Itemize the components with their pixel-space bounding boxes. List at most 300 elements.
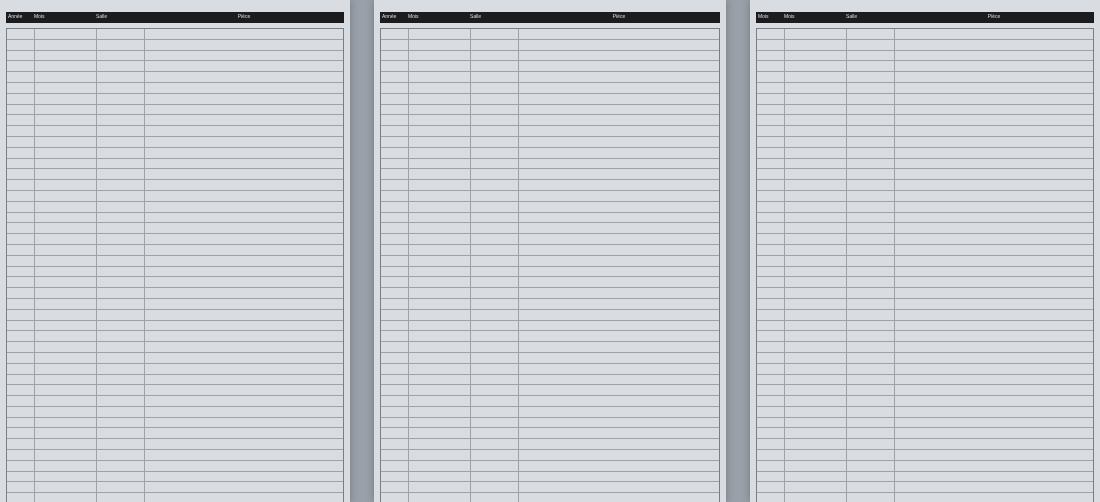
table-header <box>380 12 720 23</box>
cell-room <box>847 407 895 417</box>
cell-play <box>895 105 1093 115</box>
table-row <box>7 310 343 321</box>
cell-month <box>35 267 97 277</box>
cell-play <box>145 310 343 320</box>
cell-play <box>145 267 343 277</box>
cell-play <box>145 40 343 50</box>
cell-month <box>409 267 471 277</box>
cell-play <box>519 310 719 320</box>
table-row <box>7 223 343 234</box>
cell-play <box>145 353 343 363</box>
cell-play <box>895 202 1093 212</box>
cell-year <box>757 472 785 482</box>
cell-play <box>145 428 343 438</box>
cell-play <box>519 61 719 71</box>
cell-month <box>409 137 471 147</box>
cell-room <box>97 310 145 320</box>
table-row <box>7 40 343 51</box>
table-row <box>7 331 343 342</box>
table-row <box>757 396 1093 407</box>
table-row <box>7 61 343 72</box>
cell-play <box>519 493 719 502</box>
cell-month <box>35 428 97 438</box>
cell-play <box>519 267 719 277</box>
cell-month <box>409 72 471 82</box>
cell-year <box>381 51 409 61</box>
cell-play <box>145 29 343 39</box>
cell-year <box>381 180 409 190</box>
cell-room <box>847 51 895 61</box>
cell-play <box>145 299 343 309</box>
cell-month <box>785 353 847 363</box>
cell-month <box>785 428 847 438</box>
cell-play <box>519 482 719 492</box>
table-row <box>381 245 719 256</box>
cell-month <box>785 256 847 266</box>
table-row <box>381 148 719 159</box>
cell-play <box>895 353 1093 363</box>
cell-play <box>519 72 719 82</box>
cell-play <box>519 277 719 287</box>
cell-play <box>145 277 343 287</box>
table-row <box>757 277 1093 288</box>
cell-play <box>519 29 719 39</box>
cell-year <box>7 396 35 406</box>
cell-year <box>757 83 785 93</box>
table-row <box>381 115 719 126</box>
table-row <box>381 191 719 202</box>
cell-month <box>35 191 97 201</box>
cell-room <box>97 439 145 449</box>
cell-room <box>471 396 519 406</box>
table-row <box>7 299 343 310</box>
cell-room <box>471 169 519 179</box>
cell-month <box>35 148 97 158</box>
cell-room <box>471 461 519 471</box>
cell-play <box>519 321 719 331</box>
cell-month <box>409 407 471 417</box>
cell-month <box>35 83 97 93</box>
cell-play <box>895 245 1093 255</box>
cell-year <box>381 40 409 50</box>
cell-year <box>7 267 35 277</box>
cell-month <box>409 126 471 136</box>
table-row <box>381 223 719 234</box>
cell-room <box>847 299 895 309</box>
cell-room <box>97 288 145 298</box>
cell-year <box>757 375 785 385</box>
cell-year <box>7 407 35 417</box>
table-row <box>757 299 1093 310</box>
cell-month <box>409 439 471 449</box>
cell-play <box>895 428 1093 438</box>
cell-room <box>847 148 895 158</box>
cell-year <box>7 202 35 212</box>
table-row <box>7 396 343 407</box>
table-row <box>757 407 1093 418</box>
cell-month <box>785 180 847 190</box>
cell-year <box>381 375 409 385</box>
cell-room <box>471 72 519 82</box>
cell-year <box>381 472 409 482</box>
cell-room <box>847 375 895 385</box>
cell-room <box>97 223 145 233</box>
table-sheet-2 <box>374 0 726 502</box>
table-row <box>757 418 1093 429</box>
cell-month <box>409 234 471 244</box>
cell-play <box>145 321 343 331</box>
cell-play <box>895 213 1093 223</box>
cell-play <box>519 51 719 61</box>
cell-month <box>785 342 847 352</box>
table-row <box>381 159 719 170</box>
cell-room <box>847 482 895 492</box>
cell-year <box>381 191 409 201</box>
cell-play <box>519 213 719 223</box>
cell-play <box>145 234 343 244</box>
cell-month <box>409 180 471 190</box>
cell-year <box>7 472 35 482</box>
cell-play <box>519 288 719 298</box>
cell-month <box>35 364 97 374</box>
cell-play <box>519 461 719 471</box>
cell-play <box>895 439 1093 449</box>
table-row <box>381 450 719 461</box>
cell-month <box>35 137 97 147</box>
cell-room <box>847 321 895 331</box>
cell-month <box>785 148 847 158</box>
table-row <box>381 375 719 386</box>
table-row <box>7 418 343 429</box>
column-header-piece: Pièce <box>612 14 626 20</box>
cell-play <box>145 72 343 82</box>
cell-room <box>97 169 145 179</box>
cell-play <box>895 180 1093 190</box>
cell-room <box>471 137 519 147</box>
table-row <box>381 428 719 439</box>
cell-year <box>757 40 785 50</box>
table-row <box>7 29 343 40</box>
cell-play <box>895 234 1093 244</box>
cell-month <box>785 482 847 492</box>
cell-month <box>35 353 97 363</box>
cell-month <box>409 321 471 331</box>
table-row <box>381 342 719 353</box>
cell-year <box>7 191 35 201</box>
cell-year <box>757 223 785 233</box>
cell-room <box>471 310 519 320</box>
cell-year <box>757 482 785 492</box>
table-row <box>381 277 719 288</box>
table-row <box>381 407 719 418</box>
cell-year <box>381 159 409 169</box>
table-row <box>757 169 1093 180</box>
cell-year <box>381 137 409 147</box>
table-row <box>757 331 1093 342</box>
cell-play <box>145 51 343 61</box>
cell-month <box>35 51 97 61</box>
cell-play <box>145 115 343 125</box>
cell-room <box>847 461 895 471</box>
cell-year <box>7 105 35 115</box>
cell-play <box>895 169 1093 179</box>
table-row <box>757 375 1093 386</box>
cell-play <box>895 83 1093 93</box>
cell-play <box>895 115 1093 125</box>
cell-room <box>97 277 145 287</box>
cell-year <box>7 321 35 331</box>
cell-year <box>757 51 785 61</box>
data-table <box>6 28 344 502</box>
table-header <box>756 12 1094 23</box>
cell-room <box>471 105 519 115</box>
cell-month <box>785 202 847 212</box>
cell-room <box>847 472 895 482</box>
table-row <box>7 342 343 353</box>
cell-year <box>757 353 785 363</box>
cell-year <box>757 61 785 71</box>
cell-month <box>785 364 847 374</box>
table-row <box>7 148 343 159</box>
cell-month <box>785 267 847 277</box>
cell-year <box>381 299 409 309</box>
cell-year <box>381 288 409 298</box>
cell-month <box>409 40 471 50</box>
cell-month <box>785 169 847 179</box>
cell-year <box>381 364 409 374</box>
table-row <box>757 385 1093 396</box>
cell-year <box>757 364 785 374</box>
cell-room <box>847 126 895 136</box>
cell-play <box>145 245 343 255</box>
column-header-salle: Salle <box>96 14 108 20</box>
cell-room <box>471 439 519 449</box>
cell-month <box>35 223 97 233</box>
cell-year <box>381 418 409 428</box>
cell-month <box>409 428 471 438</box>
cell-room <box>847 234 895 244</box>
cell-year <box>7 385 35 395</box>
cell-room <box>97 418 145 428</box>
cell-room <box>471 375 519 385</box>
cell-room <box>97 191 145 201</box>
cell-play <box>145 450 343 460</box>
table-row <box>757 472 1093 483</box>
table-row <box>7 72 343 83</box>
cell-room <box>471 180 519 190</box>
table-row <box>7 364 343 375</box>
cell-play <box>519 169 719 179</box>
cell-play <box>895 40 1093 50</box>
cell-month <box>35 321 97 331</box>
cell-play <box>145 61 343 71</box>
cell-play <box>145 482 343 492</box>
cell-year <box>757 428 785 438</box>
table-row <box>7 385 343 396</box>
cell-room <box>97 29 145 39</box>
cell-room <box>471 256 519 266</box>
table-row <box>757 126 1093 137</box>
cell-month <box>35 234 97 244</box>
cell-room <box>97 396 145 406</box>
table-row <box>7 461 343 472</box>
cell-play <box>145 472 343 482</box>
cell-month <box>409 375 471 385</box>
table-row <box>757 493 1093 502</box>
table-row <box>7 407 343 418</box>
cell-room <box>471 94 519 104</box>
cell-year <box>7 482 35 492</box>
cell-year <box>757 180 785 190</box>
cell-month <box>35 29 97 39</box>
cell-room <box>471 277 519 287</box>
cell-month <box>409 310 471 320</box>
table-row <box>381 331 719 342</box>
cell-room <box>471 342 519 352</box>
table-row <box>381 353 719 364</box>
table-row <box>7 482 343 493</box>
table-row <box>381 256 719 267</box>
cell-play <box>519 418 719 428</box>
cell-year <box>7 450 35 460</box>
cell-room <box>847 180 895 190</box>
cell-room <box>471 29 519 39</box>
cell-room <box>471 331 519 341</box>
cell-month <box>35 94 97 104</box>
table-row <box>381 94 719 105</box>
table-row <box>757 364 1093 375</box>
cell-month <box>35 169 97 179</box>
cell-play <box>519 450 719 460</box>
cell-play <box>519 223 719 233</box>
table-row <box>757 288 1093 299</box>
table-row <box>757 40 1093 51</box>
cell-year <box>381 482 409 492</box>
cell-year <box>381 396 409 406</box>
cell-play <box>145 159 343 169</box>
cell-year <box>7 51 35 61</box>
cell-month <box>35 450 97 460</box>
cell-room <box>471 493 519 502</box>
cell-year <box>381 461 409 471</box>
cell-year <box>381 385 409 395</box>
table-row <box>7 267 343 278</box>
cell-play <box>145 223 343 233</box>
cell-month <box>35 180 97 190</box>
cell-room <box>97 331 145 341</box>
cell-room <box>847 428 895 438</box>
cell-month <box>409 169 471 179</box>
table-row <box>381 202 719 213</box>
cell-month <box>35 72 97 82</box>
cell-play <box>519 234 719 244</box>
cell-month <box>409 61 471 71</box>
cell-room <box>97 40 145 50</box>
cell-year <box>7 234 35 244</box>
table-row <box>381 385 719 396</box>
cell-year <box>757 245 785 255</box>
cell-year <box>381 407 409 417</box>
cell-play <box>145 213 343 223</box>
table-row <box>381 213 719 224</box>
table-row <box>7 169 343 180</box>
cell-room <box>97 105 145 115</box>
table-row <box>757 245 1093 256</box>
cell-month <box>785 191 847 201</box>
cell-year <box>7 115 35 125</box>
table-row <box>381 72 719 83</box>
cell-room <box>97 428 145 438</box>
table-row <box>757 310 1093 321</box>
cell-play <box>895 137 1093 147</box>
cell-play <box>519 159 719 169</box>
table-row <box>757 137 1093 148</box>
table-row <box>7 245 343 256</box>
cell-play <box>145 493 343 502</box>
cell-month <box>35 213 97 223</box>
cell-year <box>381 105 409 115</box>
table-row <box>381 472 719 483</box>
cell-room <box>471 472 519 482</box>
cell-play <box>895 72 1093 82</box>
table-row <box>7 126 343 137</box>
cell-year <box>7 137 35 147</box>
cell-play <box>519 385 719 395</box>
cell-month <box>785 115 847 125</box>
cell-month <box>409 159 471 169</box>
cell-year <box>757 115 785 125</box>
data-table <box>756 28 1094 502</box>
table-row <box>381 61 719 72</box>
cell-year <box>757 191 785 201</box>
cell-month <box>409 353 471 363</box>
table-row <box>757 267 1093 278</box>
column-header-mois-left: Mois <box>758 14 769 20</box>
cell-play <box>895 29 1093 39</box>
cell-month <box>409 202 471 212</box>
table-row <box>7 191 343 202</box>
table-row <box>381 461 719 472</box>
cell-room <box>97 472 145 482</box>
table-row <box>757 180 1093 191</box>
cell-year <box>381 72 409 82</box>
cell-room <box>847 245 895 255</box>
cell-month <box>785 418 847 428</box>
table-row <box>7 288 343 299</box>
table-row <box>7 83 343 94</box>
table-row <box>7 202 343 213</box>
cell-year <box>381 256 409 266</box>
table-row <box>757 191 1093 202</box>
cell-room <box>847 72 895 82</box>
table-row <box>381 493 719 502</box>
cell-play <box>895 375 1093 385</box>
table-row <box>381 51 719 62</box>
cell-room <box>97 72 145 82</box>
cell-month <box>409 385 471 395</box>
cell-room <box>847 418 895 428</box>
cell-year <box>381 277 409 287</box>
cell-room <box>471 267 519 277</box>
cell-play <box>895 364 1093 374</box>
cell-room <box>471 353 519 363</box>
cell-month <box>785 29 847 39</box>
cell-room <box>847 439 895 449</box>
cell-month <box>785 450 847 460</box>
cell-room <box>471 428 519 438</box>
cell-month <box>409 148 471 158</box>
cell-room <box>471 299 519 309</box>
